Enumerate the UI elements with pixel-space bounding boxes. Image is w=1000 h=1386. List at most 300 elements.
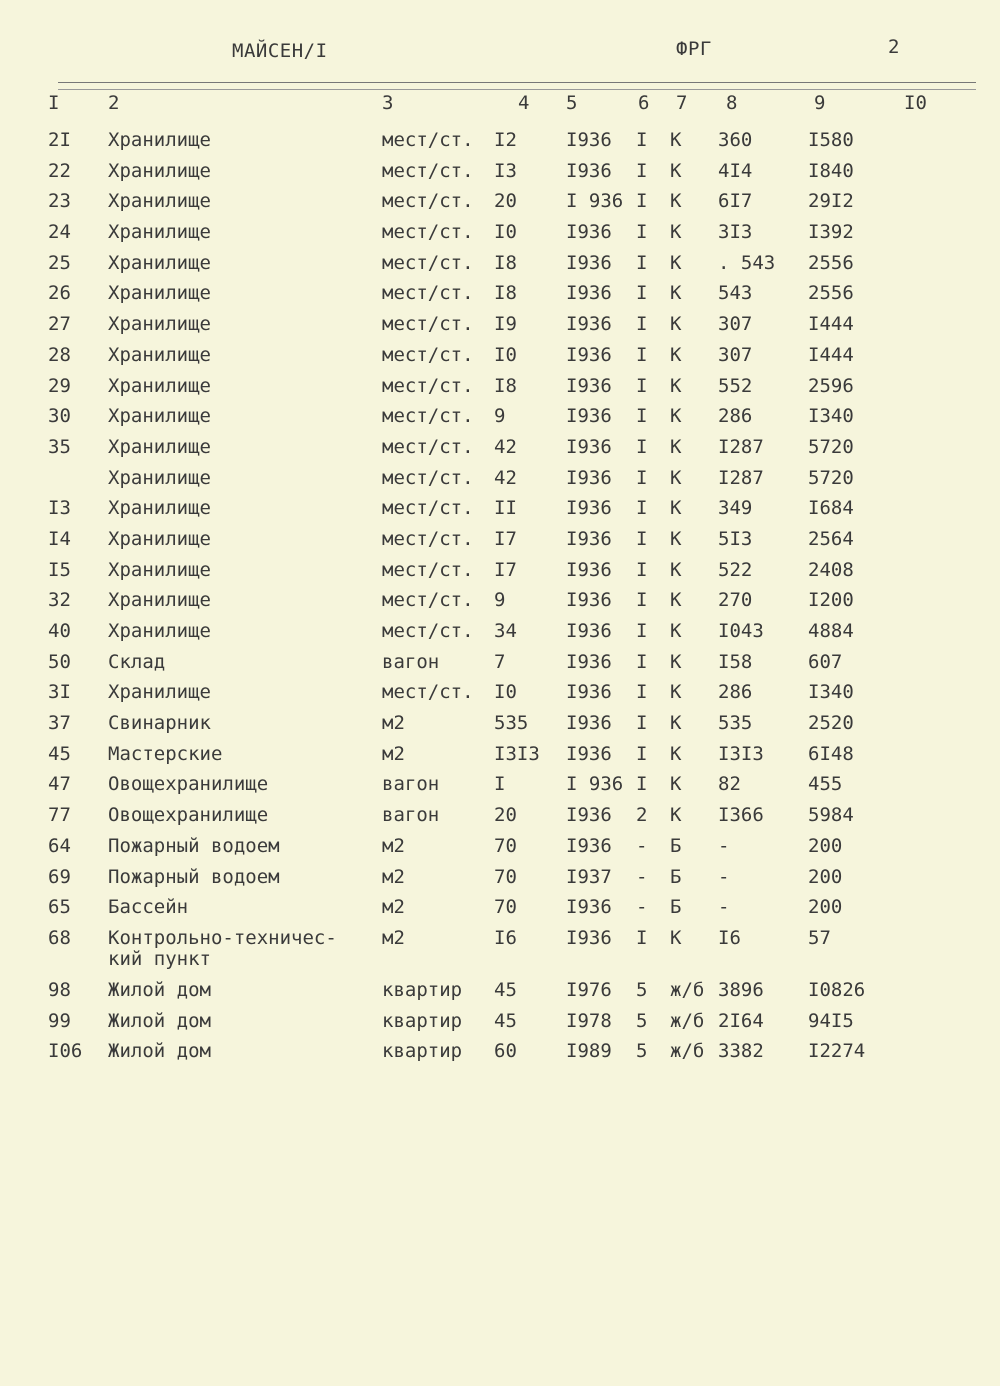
cell-row-number: 25: [48, 251, 71, 274]
cell-col-8: I366: [718, 804, 764, 827]
cell-col-6: I: [636, 405, 648, 428]
cell-col-6: I: [636, 313, 648, 336]
cell-row-number: 24: [48, 221, 71, 244]
cell-col-9: 2556: [808, 282, 854, 305]
cell-unit: мест/ст.: [382, 405, 474, 428]
cell-object-name: [108, 253, 382, 284]
cell-quantity: 34: [494, 620, 517, 642]
column-header-6: 6: [638, 92, 650, 114]
cell-text: Хранилище: [108, 589, 211, 612]
cell-unit: м2: [382, 926, 405, 949]
cell-year: I976: [566, 978, 612, 1001]
cell-material: К: [670, 650, 682, 673]
cell-col-6: -: [636, 834, 648, 857]
cell-col-8: 3896: [718, 978, 764, 1001]
cell-material: К: [670, 926, 682, 949]
cell-object-name: [108, 590, 382, 621]
cell-col-6: 5: [636, 978, 648, 1001]
cell-col-6: I: [636, 190, 648, 213]
cell-row-number: 98: [48, 978, 71, 1001]
cell-material: К: [670, 374, 682, 397]
header-rule-bottom: [58, 89, 976, 90]
cell-object-name: [108, 283, 382, 314]
table-row: [0, 682, 908, 713]
cell-row-number: 27: [48, 313, 71, 336]
cell-col-8: 286: [718, 681, 753, 704]
cell-col-6: I: [636, 527, 648, 550]
cell-unit: мест/ст.: [382, 558, 474, 581]
cell-quantity: 20: [494, 804, 517, 827]
table-row: [0, 222, 908, 253]
cell-unit: мест/ст.: [382, 497, 474, 520]
cell-col-6: I: [636, 620, 648, 642]
cell-object-name: [108, 682, 382, 713]
cell-material: К: [670, 405, 682, 428]
cell-quantity: 7: [494, 650, 506, 673]
cell-year: I936: [566, 374, 612, 397]
cell-row-number: I06: [48, 1040, 83, 1063]
cell-quantity: I6: [494, 926, 517, 949]
cell-year: I936: [566, 313, 612, 336]
cell-text: Хранилище: [108, 313, 211, 336]
cell-col-6: I: [636, 343, 648, 366]
cell-row-number: I4: [48, 527, 71, 550]
cell-unit: вагон: [382, 773, 440, 796]
cell-object-name: [108, 867, 382, 898]
cell-year: I936: [566, 620, 612, 642]
cell-quantity: I8: [494, 282, 517, 305]
cell-material: Б: [670, 896, 682, 919]
cell-text: Жилой дом: [108, 1009, 211, 1032]
cell-object-name: [108, 314, 382, 345]
table-row: [0, 376, 908, 407]
cell-material: К: [670, 558, 682, 581]
cell-year: I936: [566, 466, 612, 489]
table-row: [0, 621, 908, 652]
cell-material: Б: [670, 865, 682, 888]
column-header-7: 7: [676, 92, 688, 114]
cell-object-name: [108, 774, 382, 805]
cell-text: Хранилище: [108, 558, 211, 581]
table-row: [0, 314, 908, 345]
cell-text: Свинарник: [108, 712, 211, 735]
cell-col-6: I: [636, 773, 648, 796]
cell-unit: м2: [382, 865, 405, 888]
cell-col-9: 2564: [808, 527, 854, 550]
table-row: [0, 1011, 908, 1042]
cell-material: К: [670, 129, 682, 151]
cell-col-8: 6I7: [718, 190, 753, 213]
table-row: [0, 744, 908, 775]
table-row: [0, 253, 908, 284]
cell-col-9: I340: [808, 681, 854, 704]
cell-col-9: I340: [808, 405, 854, 428]
cell-text: Хранилище: [108, 129, 211, 151]
cell-row-number: 99: [48, 1009, 71, 1032]
cell-year: I936: [566, 405, 612, 428]
cell-quantity: I9: [494, 313, 517, 336]
cell-object-name: [108, 805, 382, 836]
cell-quantity: 70: [494, 865, 517, 888]
cell-row-number: 3I: [48, 681, 71, 704]
cell-col-9: I444: [808, 343, 854, 366]
cell-col-8: 360: [718, 129, 753, 151]
cell-row-number: 28: [48, 343, 71, 366]
cell-material: К: [670, 435, 682, 458]
cell-object-name: [108, 1011, 382, 1042]
cell-object-name: [108, 130, 382, 161]
cell-year: I936: [566, 282, 612, 305]
cell-col-9: 94I5: [808, 1009, 854, 1032]
cell-year: I936: [566, 742, 612, 765]
cell-unit: вагон: [382, 804, 440, 827]
cell-col-9: 200: [808, 896, 843, 919]
cell-text: Хранилище: [108, 221, 211, 244]
cell-text: Хранилище: [108, 466, 211, 489]
cell-unit: квартир: [382, 1009, 463, 1032]
cell-quantity: II: [494, 497, 517, 520]
table-row: [0, 130, 908, 161]
cell-year: I936: [566, 159, 612, 182]
table-row: [0, 713, 908, 744]
cell-col-8: 82: [718, 773, 741, 796]
cell-year: I978: [566, 1009, 612, 1032]
cell-object-name: [108, 498, 382, 529]
cell-col-9: 6I48: [808, 742, 854, 765]
cell-col-8: -: [718, 834, 730, 857]
cell-col-6: I: [636, 435, 648, 458]
cell-text: Мастерские: [108, 742, 223, 765]
cell-material: К: [670, 620, 682, 642]
cell-col-9: 2520: [808, 712, 854, 735]
table-row: [0, 897, 908, 928]
cell-year: I936: [566, 129, 612, 151]
cell-row-number: 69: [48, 865, 71, 888]
cell-col-6: I: [636, 712, 648, 735]
cell-text: Хранилище: [108, 527, 211, 550]
cell-unit: мест/ст.: [382, 374, 474, 397]
cell-col-9: 2556: [808, 251, 854, 274]
cell-col-6: I: [636, 681, 648, 704]
cell-text: Склад: [108, 650, 166, 673]
cell-year: I 936: [566, 190, 624, 213]
cell-object-name: [108, 652, 382, 683]
cell-material: Б: [670, 834, 682, 857]
table-body: [0, 130, 908, 1072]
cell-col-8: 349: [718, 497, 753, 520]
cell-quantity: I0: [494, 681, 517, 704]
cell-col-8: 543: [718, 282, 753, 305]
cell-year: I936: [566, 251, 612, 274]
cell-year: I936: [566, 896, 612, 919]
cell-year: I936: [566, 681, 612, 704]
cell-col-9: 5720: [808, 435, 854, 458]
cell-col-9: I0826: [808, 978, 866, 1001]
cell-col-8: 3382: [718, 1040, 764, 1063]
column-header-1: I: [48, 92, 60, 114]
cell-unit: м2: [382, 896, 405, 919]
cell-unit: мест/ст.: [382, 589, 474, 612]
cell-text: Хранилище: [108, 190, 211, 213]
cell-material: К: [670, 773, 682, 796]
cell-quantity: 42: [494, 435, 517, 458]
cell-text: Бассейн: [108, 896, 189, 919]
cell-quantity: I2: [494, 129, 517, 151]
cell-col-8: 3I3: [718, 221, 753, 244]
cell-unit: мест/ст.: [382, 129, 474, 151]
cell-material: ж/б: [670, 978, 705, 1001]
cell-material: К: [670, 466, 682, 489]
cell-text: Хранилище: [108, 343, 211, 366]
cell-text: Пожарный водоем: [108, 834, 280, 857]
cell-object-name: [108, 1041, 382, 1072]
cell-year: I936: [566, 435, 612, 458]
cell-col-8: 307: [718, 343, 753, 366]
cell-text: Контрольно-техничес-кий пункт: [108, 926, 337, 970]
cell-year: I937: [566, 865, 612, 888]
cell-col-8: I043: [718, 620, 764, 642]
cell-year: I936: [566, 712, 612, 735]
cell-unit: мест/ст.: [382, 527, 474, 550]
cell-col-9: 29I2: [808, 190, 854, 213]
cell-object-name: [108, 560, 382, 591]
cell-row-number: 26: [48, 282, 71, 305]
cell-col-9: 455: [808, 773, 843, 796]
cell-col-9: I2274: [808, 1040, 866, 1063]
cell-unit: м2: [382, 712, 405, 735]
cell-quantity: I: [494, 773, 506, 796]
cell-quantity: 9: [494, 405, 506, 428]
cell-text: Хранилище: [108, 282, 211, 305]
table-row: [0, 345, 908, 376]
cell-col-8: I6: [718, 926, 741, 949]
cell-material: К: [670, 527, 682, 550]
cell-quantity: 20: [494, 190, 517, 213]
cell-text: Овощехранилище: [108, 804, 269, 827]
cell-text: Хранилище: [108, 497, 211, 520]
table-row: [0, 283, 908, 314]
cell-unit: мест/ст.: [382, 343, 474, 366]
cell-text: Хранилище: [108, 620, 211, 642]
header-place: МАЙСЕН/I: [232, 40, 328, 62]
cell-col-8: -: [718, 896, 730, 919]
cell-col-9: I840: [808, 159, 854, 182]
cell-col-9: I392: [808, 221, 854, 244]
cell-material: ж/б: [670, 1040, 705, 1063]
cell-object-name: [108, 191, 382, 222]
cell-col-9: I684: [808, 497, 854, 520]
cell-row-number: 77: [48, 804, 71, 827]
cell-col-9: I200: [808, 589, 854, 612]
cell-col-9: 5984: [808, 804, 854, 827]
cell-col-8: 535: [718, 712, 753, 735]
cell-row-number: [0, 468, 108, 499]
cell-text: Овощехранилище: [108, 773, 269, 796]
cell-unit: мест/ст.: [382, 466, 474, 489]
cell-quantity: 45: [494, 978, 517, 1001]
column-header-8: 8: [726, 92, 738, 114]
cell-col-8: 2I64: [718, 1009, 764, 1032]
cell-col-9: 57: [808, 926, 831, 949]
table-row: [0, 1041, 908, 1072]
cell-year: I 936: [566, 773, 624, 796]
cell-material: К: [670, 589, 682, 612]
cell-year: I936: [566, 221, 612, 244]
cell-col-8: 5I3: [718, 527, 753, 550]
cell-year: I936: [566, 558, 612, 581]
cell-row-number: 29: [48, 374, 71, 397]
cell-col-6: 2: [636, 804, 648, 827]
cell-unit: вагон: [382, 650, 440, 673]
cell-object-name: [108, 713, 382, 744]
cell-quantity: 42: [494, 466, 517, 489]
cell-material: К: [670, 251, 682, 274]
cell-material: ж/б: [670, 1009, 705, 1032]
column-header-10: I0: [904, 92, 927, 114]
table-row: [0, 590, 908, 621]
cell-col-8: . 543: [718, 251, 776, 274]
cell-col-6: I: [636, 374, 648, 397]
cell-object-name: [108, 345, 382, 376]
cell-text: Хранилище: [108, 681, 211, 704]
cell-row-number: 37: [48, 712, 71, 735]
cell-col-6: 5: [636, 1040, 648, 1063]
cell-quantity: I0: [494, 343, 517, 366]
cell-row-number: 40: [48, 620, 71, 642]
cell-row-number: 47: [48, 773, 71, 796]
cell-unit: мест/ст.: [382, 221, 474, 244]
cell-year: I936: [566, 343, 612, 366]
cell-col-9: 2596: [808, 374, 854, 397]
cell-col-9: 2408: [808, 558, 854, 581]
cell-col-6: I: [636, 589, 648, 612]
table-row: [0, 928, 908, 980]
cell-year: I936: [566, 650, 612, 673]
cell-year: I936: [566, 926, 612, 949]
cell-object-name: [108, 529, 382, 560]
cell-text: Жилой дом: [108, 978, 211, 1001]
cell-col-6: I: [636, 650, 648, 673]
cell-text: Хранилище: [108, 435, 211, 458]
cell-material: К: [670, 190, 682, 213]
cell-col-8: I58: [718, 650, 753, 673]
cell-quantity: 70: [494, 896, 517, 919]
table-row: [0, 191, 908, 222]
table-row: [0, 980, 908, 1011]
cell-object-name: [108, 928, 382, 980]
cell-year: I936: [566, 834, 612, 857]
cell-unit: мест/ст.: [382, 620, 474, 642]
cell-unit: мест/ст.: [382, 681, 474, 704]
cell-col-8: 307: [718, 313, 753, 336]
cell-col-9: 200: [808, 834, 843, 857]
page-number: 2: [888, 36, 900, 58]
cell-col-9: 607: [808, 650, 843, 673]
cell-row-number: 2I: [48, 129, 71, 151]
cell-col-8: I287: [718, 466, 764, 489]
cell-unit: мест/ст.: [382, 159, 474, 182]
cell-year: I936: [566, 527, 612, 550]
cell-text: Пожарный водоем: [108, 865, 280, 888]
header-rule-top: [58, 82, 976, 83]
cell-object-name: [108, 744, 382, 775]
cell-col-8: I3I3: [718, 742, 764, 765]
cell-col-6: I: [636, 558, 648, 581]
cell-col-9: 200: [808, 865, 843, 888]
cell-unit: мест/ст.: [382, 435, 474, 458]
cell-row-number: 45: [48, 742, 71, 765]
cell-col-8: -: [718, 865, 730, 888]
cell-quantity: I8: [494, 374, 517, 397]
table-row: [0, 652, 908, 683]
cell-object-name: [108, 222, 382, 253]
cell-unit: квартир: [382, 978, 463, 1001]
cell-year: I936: [566, 804, 612, 827]
cell-quantity: I8: [494, 251, 517, 274]
cell-unit: мест/ст.: [382, 251, 474, 274]
cell-col-6: I: [636, 159, 648, 182]
cell-text: Жилой дом: [108, 1040, 211, 1063]
column-header-3: 3: [382, 92, 394, 114]
table-row: [0, 560, 908, 591]
cell-material: К: [670, 681, 682, 704]
cell-col-9: 4884: [808, 620, 854, 642]
table-row: [0, 836, 908, 867]
cell-text: Хранилище: [108, 405, 211, 428]
column-header-9: 9: [814, 92, 826, 114]
cell-col-8: I287: [718, 435, 764, 458]
column-header-4: 4: [518, 92, 530, 114]
cell-col-6: I: [636, 282, 648, 305]
cell-year: I936: [566, 589, 612, 612]
table-row: [0, 774, 908, 805]
cell-quantity: 9: [494, 589, 506, 612]
cell-row-number: 64: [48, 834, 71, 857]
cell-row-number: I5: [48, 558, 71, 581]
cell-row-number: 22: [48, 159, 71, 182]
cell-quantity: I0: [494, 221, 517, 244]
cell-col-9: I580: [808, 129, 854, 151]
table-row: [0, 805, 908, 836]
cell-material: К: [670, 343, 682, 366]
cell-material: К: [670, 497, 682, 520]
table-row: [0, 437, 908, 468]
cell-object-name: [108, 468, 382, 499]
column-header-2: 2: [108, 92, 120, 114]
table-row: [0, 406, 908, 437]
cell-unit: квартир: [382, 1040, 463, 1063]
cell-material: К: [670, 159, 682, 182]
cell-object-name: [108, 897, 382, 928]
cell-object-name: [108, 161, 382, 192]
cell-quantity: I7: [494, 558, 517, 581]
cell-unit: м2: [382, 742, 405, 765]
cell-object-name: [108, 376, 382, 407]
cell-material: К: [670, 282, 682, 305]
header-country: ФРГ: [676, 38, 712, 60]
cell-unit: м2: [382, 834, 405, 857]
cell-col-6: I: [636, 221, 648, 244]
cell-material: К: [670, 712, 682, 735]
cell-row-number: 68: [48, 926, 71, 949]
cell-col-6: I: [636, 251, 648, 274]
cell-col-6: I: [636, 742, 648, 765]
cell-object-name: [108, 836, 382, 867]
cell-unit: мест/ст.: [382, 282, 474, 305]
cell-row-number: 50: [48, 650, 71, 673]
cell-col-6: I: [636, 497, 648, 520]
cell-quantity: I3I3: [494, 742, 540, 765]
